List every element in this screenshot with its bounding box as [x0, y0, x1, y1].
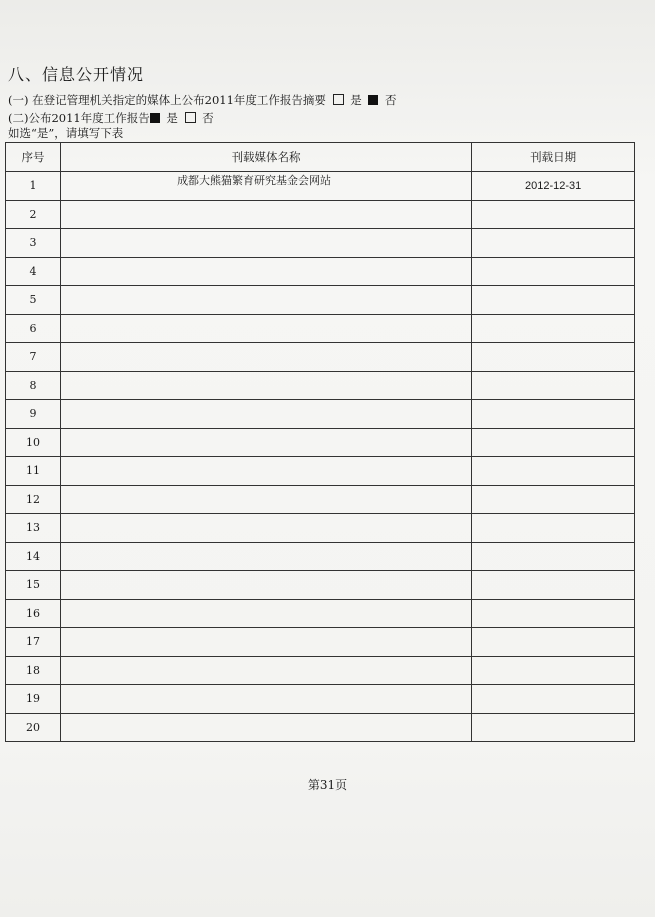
table-row — [6, 571, 635, 600]
table-row — [6, 400, 635, 429]
report-yes-checkbox[interactable] — [150, 113, 160, 123]
publication-date-cell[interactable] — [472, 599, 635, 628]
row-index: 14 — [6, 542, 61, 571]
page-number: 第31页 — [307, 778, 348, 792]
publication-date-cell[interactable] — [472, 457, 635, 486]
media-name-cell[interactable] — [60, 457, 471, 486]
media-name-cell[interactable] — [60, 571, 471, 600]
table-row — [6, 200, 635, 229]
table-row — [6, 229, 635, 258]
publication-date-cell[interactable] — [472, 286, 635, 315]
table-row — [6, 514, 635, 543]
publication-date-cell[interactable] — [472, 542, 635, 571]
media-name-cell[interactable] — [60, 599, 471, 628]
section-title: 八、信息公开情况 — [8, 65, 145, 84]
table-row — [6, 457, 635, 486]
row-index: 4 — [6, 257, 61, 286]
publication-date-cell[interactable] — [472, 485, 635, 514]
media-name-cell[interactable] — [60, 286, 471, 315]
media-name-cell[interactable] — [60, 685, 471, 714]
table-row — [6, 542, 635, 571]
row-index: 20 — [6, 713, 61, 742]
row-index: 1 — [6, 172, 61, 201]
table-row — [6, 713, 635, 742]
header-media-name: 刊载媒体名称 — [60, 143, 471, 172]
publication-media-table — [5, 142, 635, 742]
media-name-cell[interactable] — [60, 656, 471, 685]
table-row — [6, 485, 635, 514]
row-index: 16 — [6, 599, 61, 628]
report-yes-label: 是 — [166, 111, 178, 125]
media-name-cell[interactable] — [60, 343, 471, 372]
row-index: 10 — [6, 428, 61, 457]
media-name-cell[interactable] — [60, 257, 471, 286]
summary-no-checkbox[interactable] — [368, 95, 378, 105]
table-row — [6, 314, 635, 343]
publication-date-cell[interactable] — [472, 343, 635, 372]
media-name-cell[interactable] — [60, 400, 471, 429]
table-row — [6, 371, 635, 400]
media-name-cell[interactable] — [60, 200, 471, 229]
publication-date-cell[interactable] — [472, 514, 635, 543]
row-index: 18 — [6, 656, 61, 685]
media-name-text: 成都大熊猫繁育研究基金会网站 — [177, 175, 332, 187]
publication-date-cell[interactable] — [472, 713, 635, 742]
row-index: 12 — [6, 485, 61, 514]
table-row — [6, 685, 635, 714]
publication-date-cell[interactable] — [472, 656, 635, 685]
row-index: 13 — [6, 514, 61, 543]
publication-date-cell[interactable] — [472, 229, 635, 258]
media-name-cell[interactable] — [60, 371, 471, 400]
publication-date-cell[interactable]: 2012-12-31 — [472, 172, 635, 201]
table-row — [6, 628, 635, 657]
table-row — [6, 599, 635, 628]
media-name-cell[interactable] — [60, 713, 471, 742]
publication-date-cell[interactable] — [472, 685, 635, 714]
row-index: 5 — [6, 286, 61, 315]
publication-date-cell[interactable] — [472, 400, 635, 429]
report-no-checkbox[interactable] — [185, 112, 196, 123]
row-index: 3 — [6, 229, 61, 258]
table-row — [6, 343, 635, 372]
publication-date-cell[interactable] — [472, 314, 635, 343]
row-index: 17 — [6, 628, 61, 657]
header-index: 序号 — [6, 143, 61, 172]
row-index: 6 — [6, 314, 61, 343]
row-index: 15 — [6, 571, 61, 600]
publication-date-cell[interactable] — [472, 628, 635, 657]
media-name-cell[interactable] — [60, 485, 471, 514]
report-no-label: 否 — [202, 111, 214, 125]
row-index: 11 — [6, 457, 61, 486]
summary-no-label: 否 — [385, 93, 397, 107]
table-header-row — [6, 143, 635, 172]
row-index: 8 — [6, 371, 61, 400]
publication-date-cell[interactable] — [472, 371, 635, 400]
row-index: 19 — [6, 685, 61, 714]
table-row — [6, 656, 635, 685]
table-row — [6, 257, 635, 286]
publication-date-cell[interactable] — [472, 571, 635, 600]
summary-yes-label: 是 — [350, 93, 362, 107]
media-name-cell[interactable] — [60, 314, 471, 343]
table-row — [6, 286, 635, 315]
media-name-cell[interactable] — [60, 172, 471, 201]
media-name-cell[interactable] — [60, 428, 471, 457]
table-body — [6, 172, 635, 742]
publication-date-cell[interactable] — [472, 200, 635, 229]
report-publication-line — [8, 110, 214, 126]
row-index: 9 — [6, 400, 61, 429]
media-name-cell[interactable] — [60, 542, 471, 571]
report-publication-text: (二)公布2011年度工作报告 — [8, 111, 150, 125]
fill-instruction: 如选“是”，请填写下表 — [8, 126, 124, 140]
media-name-cell[interactable] — [60, 628, 471, 657]
row-index: 7 — [6, 343, 61, 372]
publication-date-cell[interactable] — [472, 257, 635, 286]
table-row — [6, 172, 635, 201]
row-index: 2 — [6, 200, 61, 229]
summary-publication-line — [8, 92, 397, 108]
summary-publication-text: (一) 在登记管理机关指定的媒体上公布2011年度工作报告摘要 — [8, 93, 326, 107]
header-date: 刊载日期 — [472, 143, 635, 172]
summary-yes-checkbox[interactable] — [333, 94, 344, 105]
publication-date-cell[interactable] — [472, 428, 635, 457]
table-row — [6, 428, 635, 457]
media-name-cell[interactable] — [60, 229, 471, 258]
media-name-cell[interactable] — [60, 514, 471, 543]
